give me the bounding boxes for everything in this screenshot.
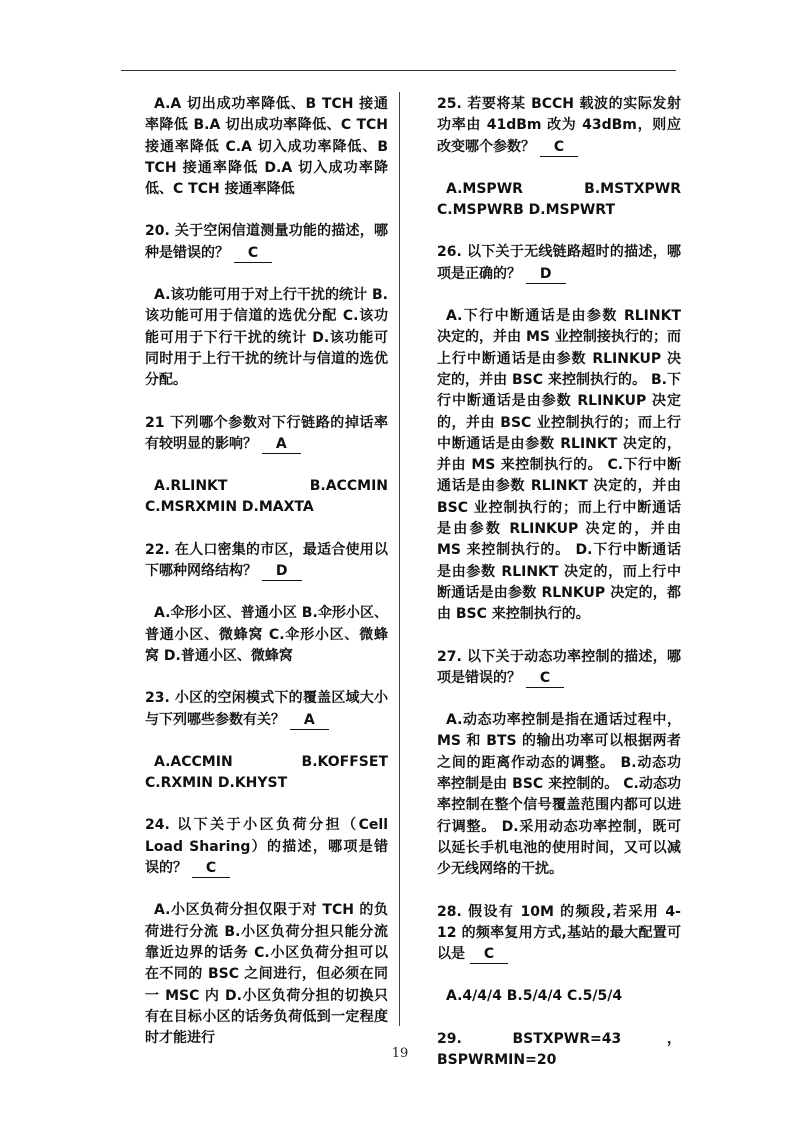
left-column (145, 94, 388, 1070)
question-24-options: A.小区负荷分担仅限于对 TCH 的负荷进行分流 B.小区负荷分担只能分流靠近边界的话务 C.小区负荷分担可以在不同的 BSC 之间进行，但必须在同一 MSC 内 D.小区负荷分担的切换只有在目标小区的话务负荷低到一定程度时才能进行 (145, 902, 388, 1047)
answer-25: C (540, 139, 578, 157)
question-26: 26. 以下关于无线链路超时的描述，哪项是正确的？ D (437, 244, 681, 282)
question-28: 28. 假设有 10M 的频段,若采用 4-12 的频率复用方式,基站的最大配置可以是 C (437, 903, 681, 963)
page-number: 19 (391, 1046, 409, 1061)
answer-23: A (290, 712, 329, 730)
answer-21: A (262, 436, 301, 454)
question-24: 24. 以下关于小区负荷分担（Cell Load Sharing）的描述，哪项是错误的？ C (145, 817, 388, 877)
column-divider (399, 92, 400, 1026)
answer-20: C (234, 245, 272, 263)
question-21-options: A.RLINKT B.ACCMIN C.MSRXMIN D.MAXTA (145, 478, 388, 516)
question-23: 23. 小区的空闲模式下的覆盖区域大小与下列哪些参数有关？ A (145, 690, 388, 728)
question-29: 29. BSTXPWR=43，BSPWRMIN=20 (437, 1030, 681, 1068)
right-column (437, 94, 681, 1092)
answer-24: C (192, 860, 230, 878)
question-27: 27. 以下关于动态功率控制的描述，哪项是错误的？ C (437, 648, 681, 686)
answer-26: D (526, 266, 566, 284)
question-25-options: A.MSPWR B.MSTXPWR C.MSPWRB D.MSPWRT (437, 180, 681, 219)
answer-27: C (526, 670, 564, 688)
question-27-options: A.动态功率控制是指在通话过程中，MS 和 BTS 的输出功率可以根据两者之间的距离作动态的调整。 B.动态功率控制是由 BSC 来控制的。 C.动态功率控制在整个信号覆盖范围内都可以进行调整。 D.采用动态功率控制，既可以延长手机电池的使用时间，又可以减少无线网络的干扰。 (437, 712, 681, 878)
question-23-options: A.ACCMIN B.KOFFSET C.RXMIN D.KHYST (145, 753, 388, 792)
question-25: 25. 若要将某 BCCH 载波的实际发射功率由 41dBm 改为 43dBm，则应改变哪个参数？ C (437, 96, 681, 155)
question-20: 20. 关于空闲信道测量功能的描述，哪种是错误的？ C (145, 223, 388, 261)
question-20-options: A.该功能可用于对上行干扰的统计 B.该功能可用于信道的选优分配 C.该功能可用于下行干扰的统计 D.该功能可同时用于上行干扰的统计与信道的选优分配。 (145, 287, 388, 389)
question-26-options: A.下行中断通话是由参数 RLINKT 决定的，并由 MS 业控制接执行的；而上行中断通话是由参数 RLINKUP 决定的，并由 BSC 来控制执行的。 B.下行中断通话是由参数 RLINKUP 决定的，并由 BSC 业控制执行的；而上行中断通话是由参数 RLINKT 决定的，并由 MS 来控制执行的。 C.下行中断通话是由参数 RLINKT 决定的，并由 BSC 业控制执行的；而上行中断通话是由参数 RLINKUP 决定的，并由 MS 来控制执行的。 D.下行中断通话是由参数 RLINKT 决定的，而上行中断通话是由参数 RLNKUP 决定的，都由 BSC 来控制执行的。 (437, 308, 681, 623)
question-22: 22. 在人口密集的市区，最适合使用以下哪种网络结构？ D (145, 541, 388, 580)
header-rule (121, 70, 676, 71)
question-28-options: A.4/4/4 B.5/4/4 C.5/5/4 (446, 988, 623, 1005)
answer-22: D (262, 563, 302, 581)
answer-28: C (470, 946, 508, 964)
question-22-options: A.伞形小区、普通小区 B.伞形小区、普通小区、微蜂窝 C.伞形小区、微蜂窝 D.普通小区、微蜂窝 (145, 605, 388, 664)
question-21: 21 下列哪个参数对下行链路的掉话率有较明显的影响？ A (145, 414, 388, 452)
question-19-options: A.A 切出成功率降低、B TCH 接通率降低 B.A 切出成功率降低、C TCH 接通率降低 C.A 切入成功率降低、B TCH 接通率降低 D.A 切入成功率降低、C TCH 接通率降低 (145, 96, 388, 198)
